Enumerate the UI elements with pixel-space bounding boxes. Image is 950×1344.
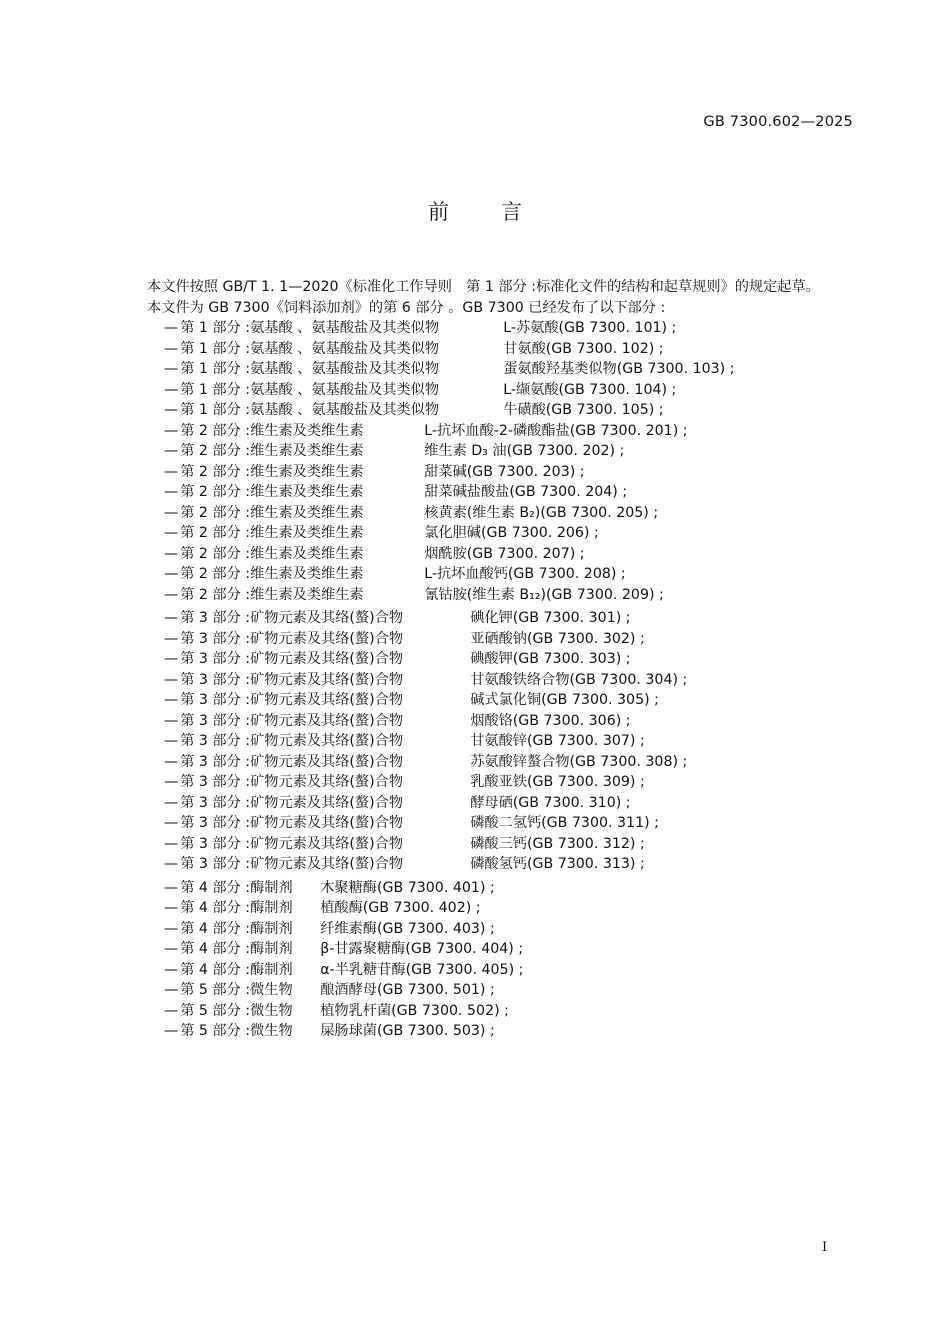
- list-dash: —: [164, 610, 179, 626]
- list-item: [114, 649, 844, 670]
- list-dash: —: [164, 630, 179, 647]
- list-dash: —: [164, 712, 179, 729]
- list-item: [114, 585, 844, 606]
- part-category: 第 3 部分 :矿物元素及其络(螯)合物: [180, 610, 404, 626]
- part-product: 屎肠球菌(GB 7300. 503) ;: [320, 1023, 495, 1039]
- page-title: 前言: [428, 200, 574, 224]
- list-dash: —: [164, 361, 179, 377]
- list-dash: —: [164, 794, 179, 811]
- part-category: 第 3 部分 :矿物元素及其络(螯)合物: [180, 815, 404, 831]
- list-dash: —: [164, 443, 179, 459]
- list-item: [114, 523, 844, 544]
- part-category: 第 1 部分 :氨基酸 、氨基酸盐及其类似物: [180, 340, 440, 357]
- list-item: [114, 960, 844, 981]
- part-product: 氯化胆碱(GB 7300. 206) ;: [424, 525, 599, 541]
- part-product: 氰钴胺(维生素 B₁₂)(GB 7300. 209) ;: [424, 586, 664, 603]
- list-dash: —: [164, 982, 179, 998]
- part-product: 蛋氨酸羟基类似物(GB 7300. 103) ;: [503, 361, 735, 377]
- foreword-body: [114, 277, 844, 1042]
- part-category: 第 2 部分 :维生素及类维生素: [180, 422, 364, 439]
- list-item: [114, 629, 844, 650]
- part-product: 甜菜碱盐酸盐(GB 7300. 204) ;: [424, 484, 628, 500]
- list-dash: —: [164, 484, 179, 500]
- part-category: 第 3 部分 :矿物元素及其络(螯)合物: [180, 630, 404, 647]
- part-product: L-抗坏血酸-2-磷酸酯盐(GB 7300. 201) ;: [424, 422, 688, 439]
- part-category: 第 4 部分 :酶制剂: [180, 879, 293, 896]
- part-category: 第 3 部分 :矿物元素及其络(螯)合物: [180, 671, 404, 688]
- part-product: 纤维素酶(GB 7300. 403) ;: [320, 920, 495, 937]
- list-item: [114, 318, 844, 339]
- part-product: L-苏氨酸(GB 7300. 101) ;: [503, 320, 677, 336]
- part-product: 磷酸二氢钙(GB 7300. 311) ;: [470, 815, 659, 831]
- list-item: [114, 421, 844, 442]
- part-category: 第 4 部分 :酶制剂: [180, 961, 293, 978]
- list-item: [114, 608, 844, 629]
- list-item: [114, 834, 844, 855]
- list-dash: —: [164, 651, 179, 667]
- list-dash: —: [164, 1002, 179, 1019]
- part-product: 碘化钾(GB 7300. 301) ;: [470, 610, 631, 626]
- part-product: 磷酸三钙(GB 7300. 312) ;: [470, 835, 645, 852]
- part-category: 第 3 部分 :矿物元素及其络(螯)合物: [180, 835, 404, 852]
- list-dash: —: [164, 856, 179, 872]
- part-product: 碱式氯化铜(GB 7300. 305) ;: [470, 692, 659, 708]
- part-product: 甜菜碱(GB 7300. 203) ;: [424, 463, 585, 480]
- intro-paragraph-2: 本文件为 GB 7300《饲料添加剂》的第 6 部分 。GB 7300 已经发布了以下部分 :: [147, 299, 666, 316]
- list-dash: —: [164, 402, 179, 418]
- list-dash: —: [164, 961, 179, 978]
- list-dash: —: [164, 525, 179, 541]
- part-category: 第 2 部分 :维生素及类维生素: [180, 484, 364, 500]
- list-item: [114, 441, 844, 462]
- part-product: β-甘露聚糖酶(GB 7300. 404) ;: [320, 941, 524, 957]
- part-product: 亚硒酸钠(GB 7300. 302) ;: [470, 630, 645, 647]
- list-dash: —: [164, 586, 179, 603]
- list-item: [114, 1021, 844, 1042]
- part-product: 甘氨酸锌(GB 7300. 307) ;: [470, 733, 645, 749]
- part-product: 植物乳杆菌(GB 7300. 502) ;: [320, 1002, 509, 1019]
- list-dash: —: [164, 815, 179, 831]
- part-product: 维生素 D₃ 油(GB 7300. 202) ;: [424, 443, 625, 459]
- list-item: [114, 400, 844, 421]
- part-product: 植酸酶(GB 7300. 402) ;: [320, 900, 481, 916]
- part-category: 第 2 部分 :维生素及类维生素: [180, 504, 364, 521]
- list-item: [114, 359, 844, 380]
- part-product: L-缬氨酸(GB 7300. 104) ;: [503, 381, 677, 398]
- list-item: [114, 482, 844, 503]
- part-category: 第 3 部分 :矿物元素及其络(螯)合物: [180, 733, 404, 749]
- part-product: 酵母硒(GB 7300. 310) ;: [470, 794, 631, 811]
- list-item: [114, 919, 844, 940]
- part-category: 第 5 部分 :微生物: [180, 982, 293, 998]
- list-dash: —: [164, 879, 179, 896]
- part-product: 核黄素(维生素 B₂)(GB 7300. 205) ;: [424, 504, 659, 521]
- part-product: 酿酒酵母(GB 7300. 501) ;: [320, 982, 495, 998]
- list-item: [114, 793, 844, 814]
- list-item: [114, 898, 844, 919]
- part-category: 第 2 部分 :维生素及类维生素: [180, 586, 364, 603]
- list-item: [114, 772, 844, 793]
- part-category: 第 3 部分 :矿物元素及其络(螯)合物: [180, 794, 404, 811]
- part-category: 第 3 部分 :矿物元素及其络(螯)合物: [180, 712, 404, 729]
- part-category: 第 2 部分 :维生素及类维生素: [180, 463, 364, 480]
- part-product: 牛磺酸(GB 7300. 105) ;: [503, 402, 664, 418]
- part-category: 第 2 部分 :维生素及类维生素: [180, 443, 364, 459]
- part-product: 烟酸铬(GB 7300. 306) ;: [470, 712, 631, 729]
- list-item: [114, 939, 844, 960]
- part-category: 第 2 部分 :维生素及类维生素: [180, 545, 364, 562]
- list-dash: —: [164, 835, 179, 852]
- list-item: [114, 544, 844, 565]
- list-item: [114, 878, 844, 899]
- part-product: 甘氨酸(GB 7300. 102) ;: [503, 340, 664, 357]
- part-category: 第 4 部分 :酶制剂: [180, 900, 293, 916]
- list-item: [114, 854, 844, 875]
- part-product: 苏氨酸锌螯合物(GB 7300. 308) ;: [470, 753, 688, 770]
- list-dash: —: [164, 566, 179, 582]
- list-dash: —: [164, 545, 179, 562]
- part-product: 碘酸钾(GB 7300. 303) ;: [470, 651, 631, 667]
- list-item: [114, 690, 844, 711]
- part-category: 第 3 部分 :矿物元素及其络(螯)合物: [180, 651, 404, 667]
- list-item: [114, 380, 844, 401]
- list-item: [114, 339, 844, 360]
- list-dash: —: [164, 692, 179, 708]
- part-category: 第 3 部分 :矿物元素及其络(螯)合物: [180, 774, 404, 790]
- list-dash: —: [164, 504, 179, 521]
- list-item: [114, 752, 844, 773]
- list-dash: —: [164, 340, 179, 357]
- part-category: 第 4 部分 :酶制剂: [180, 920, 293, 937]
- part-category: 第 3 部分 :矿物元素及其络(螯)合物: [180, 692, 404, 708]
- part-category: 第 5 部分 :微生物: [180, 1002, 293, 1019]
- parts-list: [114, 318, 844, 1042]
- part-product: α-半乳糖苷酶(GB 7300. 405) ;: [320, 961, 524, 978]
- list-item: [114, 813, 844, 834]
- list-dash: —: [164, 753, 179, 770]
- list-dash: —: [164, 1023, 179, 1039]
- list-item: [114, 731, 844, 752]
- list-dash: —: [164, 900, 179, 916]
- list-dash: —: [164, 920, 179, 937]
- list-dash: —: [164, 381, 179, 398]
- intro-paragraph-1: 本文件按照 GB/T 1. 1—2020《标准化工作导则 第 1 部分 :标准化文件的结构和起草规则》的规定起草。: [147, 279, 820, 295]
- list-dash: —: [164, 733, 179, 749]
- part-product: 烟酰胺(GB 7300. 207) ;: [424, 545, 585, 562]
- list-dash: —: [164, 774, 179, 790]
- list-item: [114, 980, 844, 1001]
- part-category: 第 1 部分 :氨基酸 、氨基酸盐及其类似物: [180, 402, 440, 418]
- part-category: 第 2 部分 :维生素及类维生素: [180, 566, 364, 582]
- part-category: 第 4 部分 :酶制剂: [180, 941, 293, 957]
- part-product: 木聚糖酶(GB 7300. 401) ;: [320, 879, 495, 896]
- part-category: 第 2 部分 :维生素及类维生素: [180, 525, 364, 541]
- part-category: 第 1 部分 :氨基酸 、氨基酸盐及其类似物: [180, 320, 440, 336]
- list-dash: —: [164, 941, 179, 957]
- list-item: [114, 711, 844, 732]
- list-dash: —: [164, 422, 179, 439]
- part-product: 乳酸亚铁(GB 7300. 309) ;: [470, 774, 645, 790]
- list-item: [114, 670, 844, 691]
- part-product: L-抗坏血酸钙(GB 7300. 208) ;: [424, 566, 626, 582]
- list-item: [114, 564, 844, 585]
- part-category: 第 5 部分 :微生物: [180, 1023, 293, 1039]
- part-product: 甘氨酸铁络合物(GB 7300. 304) ;: [470, 671, 688, 688]
- standard-code: GB 7300.602—2025: [703, 114, 853, 130]
- part-category: 第 3 部分 :矿物元素及其络(螯)合物: [180, 753, 404, 770]
- part-category: 第 1 部分 :氨基酸 、氨基酸盐及其类似物: [180, 361, 440, 377]
- list-item: [114, 462, 844, 483]
- part-category: 第 3 部分 :矿物元素及其络(螯)合物: [180, 856, 404, 872]
- part-product: 磷酸氢钙(GB 7300. 313) ;: [470, 856, 645, 872]
- list-item: [114, 503, 844, 524]
- list-item: [114, 1001, 844, 1022]
- list-dash: —: [164, 463, 179, 480]
- page-number: I: [822, 1240, 828, 1255]
- list-dash: —: [164, 320, 179, 336]
- part-category: 第 1 部分 :氨基酸 、氨基酸盐及其类似物: [180, 381, 440, 398]
- list-dash: —: [164, 671, 179, 688]
